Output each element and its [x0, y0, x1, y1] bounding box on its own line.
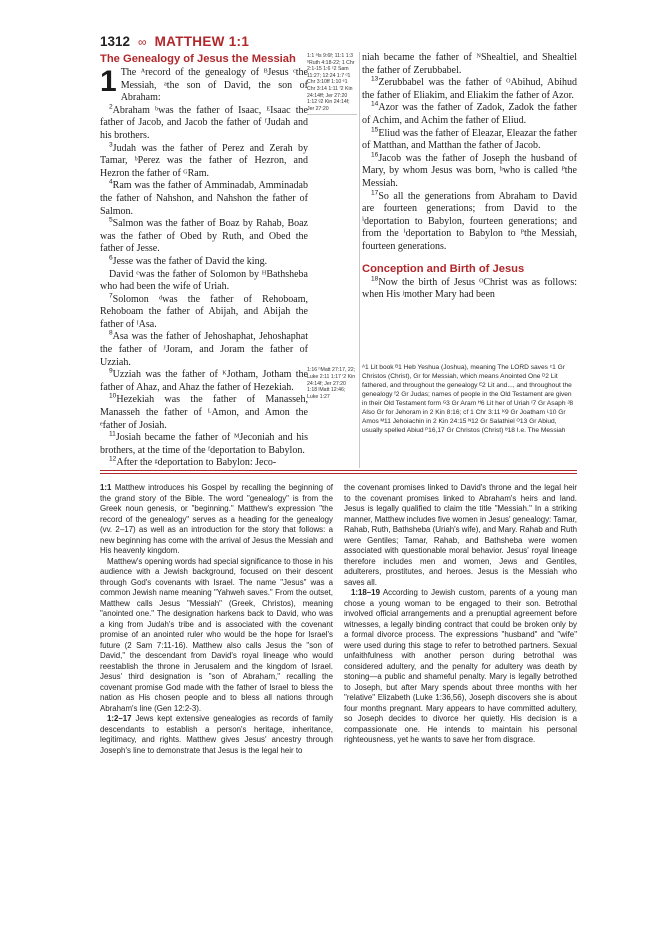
verse-number: 8 [109, 330, 113, 338]
commentary-reference: 1:2–17 [107, 714, 132, 723]
verse-text: The ᴬrecord of the genealogy of ᴮJesus ᶜthe Messiah, ᵃthe son of David, the son of Abraham: [120, 67, 308, 104]
verse [362, 77, 577, 102]
verse-number: 2 [109, 103, 113, 111]
verse-number: 14 [371, 101, 379, 109]
verse-list-left [100, 67, 308, 470]
verse-text: So all the generations from Abraham to David are fourteen generations; from David to the ⁱdeportation to Babylon, fourteen generations; and from the ⁱdeportation to Babylon to ᴾthe Messiah, fourteen generations. [362, 190, 577, 252]
verse [100, 457, 308, 470]
verse-number: 7 [109, 292, 113, 300]
verse-list-right [362, 52, 577, 254]
verse-text: Salmon was the father of Boaz by Rahab, Boaz was the father of Obed by Ruth, and Obed the father of Jesse. [100, 218, 308, 255]
commentary-text: the covenant promises linked to David's throne and the legal heir to the covenant promises linked to Abraham's heirs and land. Jesus is legally qualified to claim the title "Messiah." In a striking manner, Matthew includes five women in Jesus' genealogy: Tamar, Rahab, Ruth, Bathsheba (Uriah's wife), and Mary. Rahab and Ruth were Gentiles; Tamar, Rahab, and Bathsheba were women associated with questionable moral behavior. Jesus' royal lineage therefore includes men and women, Jews and Gentiles, adulterers, prostitutes, and heroes. Jesus is the Messiah who saves all. [344, 483, 577, 587]
commentary-column-1 [100, 483, 333, 756]
commentary-column-2 [344, 483, 577, 756]
study-commentary [100, 483, 577, 756]
cross-references-top: 1:1 ᵃIs 9:6f; 11:1 1:3 ᵇRuth 4:18-22; 1 Chr 2:1-15 1:6 ᶜ2 Sam 11:27; 12:24 1:7 ᵈ1 Chr 3:10ff 1:10 ᵉ1 Chr 3:14 1:11 ᶠ2 Kin 24:14ff; Jer 27:20 1:12 ᵍ2 Kin 24:14f; Jer 27:20 [307, 53, 355, 112]
verse [100, 256, 308, 269]
verse [100, 294, 308, 332]
commentary-rule-bottom [100, 473, 577, 474]
verse-text: Azor was the father of Zadok, Zadok the father of Achim, and Achim the father of Eliud. [362, 102, 577, 126]
verse-text: After the ᵍdeportation to Babylon: Jeco- [116, 457, 277, 469]
verse [100, 369, 308, 394]
commentary-text: Matthew's opening words had special significance to those in his audience with a Jewish background, focused on their descent through God's covenants with Israel. The name "Jesus" was a common Jewish name meaning "Yahweh saves." From the outset, Matthew calls Jesus "Messiah" (Greek, Christos), meaning "anointed one." The designation harkens back to David, who was a king from Judah's tribe and is associated with the covenant promise of an anointed ruler who would be the hope for Israel's future (2 Sam 7:11-16). Matthew also calls Jesus the "son of David," the descendant from David's royal lineage who would reestablish the throne in Jerusalem and the kingdom of Israel. Jesus' third designation is "son of Abraham," recalling the covenant promise God made with the father of Israel to bless the nation as His chosen people and to bless all nations through Abraham's line (Gen 12:2-3). [100, 556, 333, 713]
column-divider [359, 52, 360, 468]
infinity-ornament-icon: ∞ [138, 34, 147, 49]
verse [100, 432, 308, 457]
verse [362, 52, 577, 77]
verse [100, 394, 308, 432]
section-heading-genealogy: The Genealogy of Jesus the Messiah [100, 53, 296, 65]
verse [100, 143, 308, 181]
verse [100, 218, 308, 256]
cross-reference-column [307, 53, 357, 400]
divider [307, 114, 357, 115]
verse-text: Asa was the father of Jehoshaphat, Jehoshaphat the father of ᴶJoram, and Joram the father of Uzziah. [100, 331, 308, 368]
verse-number: 15 [371, 126, 379, 134]
commentary-reference: 1:1 [100, 483, 112, 492]
verse-text: Solomon ᵈwas the father of Rehoboam, Rehoboam the father of Abijah, and Abijah the father of ᴵAsa. [100, 293, 308, 330]
verse-text: Jacob was the father of Joseph the husband of Mary, by whom Jesus was born, ʰwho is called ᴾthe Messiah. [362, 152, 577, 189]
verse [100, 180, 308, 218]
scripture-column-right [362, 52, 577, 302]
verse-list-right-2 [362, 277, 577, 302]
verse-number: 4 [109, 179, 113, 187]
verse-number: 16 [371, 151, 379, 159]
verse-number: 9 [109, 367, 113, 375]
page-number: 1312 [100, 34, 131, 49]
verse-text: Uzziah was the father of ᴷJotham, Jotham the father of Ahaz, and Ahaz the father of Hezekiah. [100, 369, 308, 393]
translation-footnotes: ᴬ1 Lit book ᴮ1 Heb Yeshua (Joshua), meaning The LORD saves ᶜ1 Gr Christos (Christ), Gr for Messiah, which means Anointed One ᴰ2 Lit fathered, and throughout the genealogy ᴱ2 Lit and..., and throughout the genealogy ᶠ2 Gr Judas; names of people in the Old Testament are given in their Old Testament form ᴳ3 Gr Aram ᴴ6 Lit her of Uriah ᴵ7 Gr Asaph ᴶ8 Also Gr for Jehoram in 2 Kin 8:16; cf 1 Chr 3:11 ᴷ9 Gr Joatham ᴸ10 Gr Amos ᴹ11 Jehoiachin in 2 Kin 24:15 ᴺ12 Gr Salathiel ᴼ13 Gr Abiud, usually spelled Abiud ᴾ16,17 Gr Christos (Christ) ᴽ18 I.e. The Messiah [362, 364, 574, 434]
verse-number: 13 [371, 75, 379, 83]
scripture-column-left [100, 52, 308, 470]
commentary-paragraph [100, 483, 333, 557]
verse-number: 3 [109, 141, 113, 149]
commentary-text: Matthew introduces his Gospel by recalling the beginning of the grand story of the Bible. The word "genealogy" is from the Greek noun genesis, or "beginning." Matthew's expression "the record of the genealogy" serves as a heading for the genealogy (vv. 2–17) as well as an introduction for the story that follows: a new beginning has come with the arrival of Jesus the Messiah and His heavenly kingdom. [100, 483, 333, 555]
commentary-reference: 1:18–19 [351, 588, 380, 597]
commentary-paragraph [344, 588, 577, 746]
running-header [100, 34, 249, 49]
commentary-paragraph [100, 714, 333, 756]
commentary-text: Jews kept extensive genealogies as records of family descendants to establish a person's heritage, inheritance, legitimacy, and rights. Matthew gives Jesus' ancestry through Joseph's line to demonstrate that Jesus is the legal heir to [100, 714, 333, 755]
verse-number: 11 [109, 430, 116, 438]
verse-text: Zerubbabel was the father of ᴼAbihud, Abihud the father of Eliakim, and Eliakim the father of Azor. [362, 77, 577, 101]
verse-text: Abraham ᵇwas the father of Isaac, ᴱIsaac the father of Jacob, and Jacob the father of ᶠJudah and his brothers. [100, 104, 308, 141]
verse [100, 269, 308, 294]
commentary-text: According to Jewish custom, parents of a young man chose a young woman to be engaged to their son. Betrothal involved official arrangements and a prenuptial agreement before witnesses, a legally binding contract that could be broken only by a formal divorce process. The expressions "husband" and "wife" were used during this stage to refer to betrothed partners. Sexual unfaithfulness with another person during betrothal was considered adultery, and the penalty for adultery was death by stoning—a public and shameful penalty. Mary is legally betrothed to Joseph, but after Mary spends about three months with her "relative" Elizabeth (Luke 1:36,56), Joseph discovers she is about four months pregnant. Mary appears to have committed adultery, so Joseph decides to divorce her quietly. His decision is a compassionate one. He intends to maintain his personal righteousness, yet he wants to save her from disgrace. [344, 588, 577, 744]
verse-text: Hezekiah was the father of Manasseh, Manasseh the father of ᴸAmon, and Amon the ᵉfather of Josiah. [100, 394, 308, 431]
verse-number: 6 [109, 254, 113, 262]
verse [362, 277, 577, 302]
verse [362, 153, 577, 191]
chapter-number: 1 [100, 65, 117, 98]
verse-number: 5 [109, 216, 113, 224]
verse [362, 102, 577, 127]
verse [362, 128, 577, 153]
verse-number: 12 [109, 456, 117, 464]
verse-text: David ᶜwas the father of Solomon by ᴴBathsheba who had been the wife of Uriah. [100, 268, 308, 293]
cross-references-bottom: 1:16 ʰMatt 27:17, 22; Luke 2:11 1:17 ⁱ2 Kin 24:14f; Jer 27:20 1:18 ʲMatt 12:46; Luke 1:27 [307, 367, 356, 400]
commentary-paragraph [344, 483, 577, 588]
verse-text: Jesse was the father of David the king. [112, 255, 268, 267]
section-heading-conception: Conception and Birth of Jesus [362, 262, 525, 275]
verse [100, 331, 308, 369]
commentary-rule-top [100, 470, 577, 471]
verse [100, 67, 308, 105]
verse-text: Eliud was the father of Eleazar, Eleazar the father of Matthan, and Matthan the father of Jacob. [362, 127, 577, 152]
verse-text: niah became the father of ᴺShealtiel, and Shealtiel the father of Zerubbabel. [362, 52, 577, 76]
verse-number: 17 [371, 189, 379, 197]
verse-text: Judah was the father of Perez and Zerah by Tamar, ᵇPerez was the father of Hezron, and Hezron the father of ᴳRam. [100, 142, 308, 179]
commentary-paragraph [100, 557, 333, 715]
verse [362, 191, 577, 254]
book-reference: MATTHEW 1:1 [154, 34, 250, 49]
verse-text: Josiah became the father of ᴹJeconiah and his brothers, at the time of the ᶠdeportation to Babylon. [100, 432, 308, 456]
verse [100, 105, 308, 143]
verse-number: 10 [109, 393, 117, 401]
verse-text: Now the birth of Jesus ᴼChrist was as follows: when His ʲmother Mary had been [362, 276, 577, 301]
verse-number: 18 [371, 275, 379, 283]
verse-text: Ram was the father of Amminadab, Amminadab the father of Nahshon, and Nahshon the father of Salmon. [100, 180, 308, 217]
